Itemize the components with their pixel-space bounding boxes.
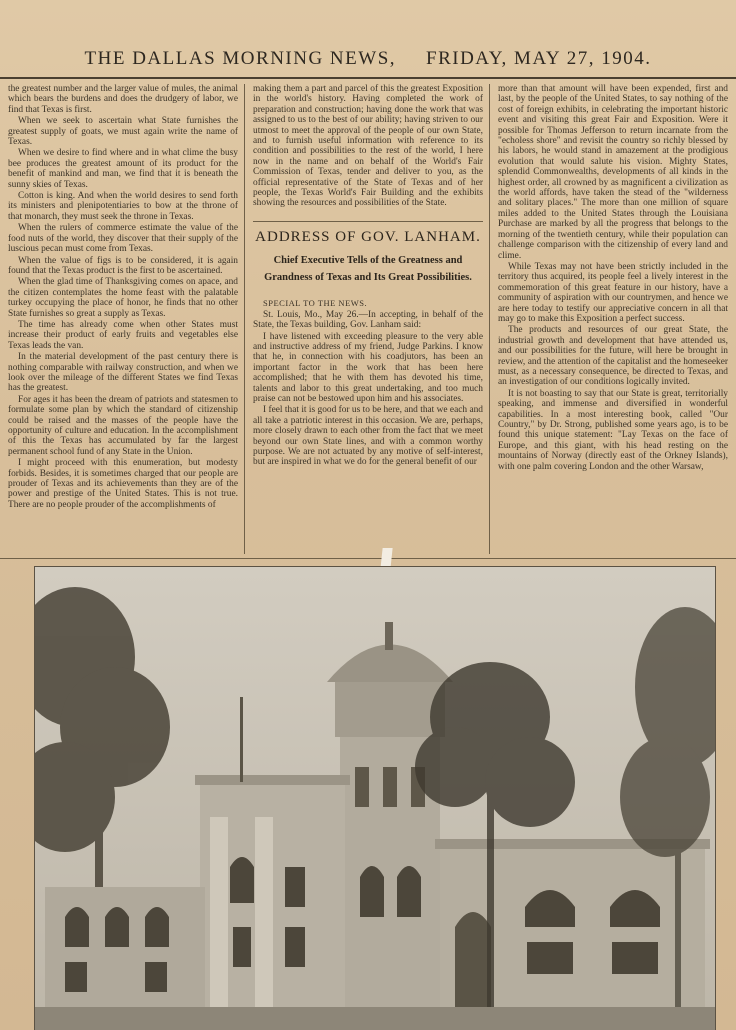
col1-paragraph: When we seek to ascertain what State furnishes the greatest supply of goats, we must again write the name of Texas. <box>8 116 238 148</box>
col1-paragraph: Cotton is king. And when the world desires to send forth its ministers and plenipotentiaries to bow at the throne of that monarch, they must seek the throne in Texas. <box>8 191 238 222</box>
col1-paragraph: When we desire to find where and in what clime the busy bee produces the greatest amount of its product for the benefit of mankind and man, we find that it is beneath the sunny skies of Texas. <box>8 148 238 190</box>
col1-paragraph: When the rulers of commerce estimate the value of the food nuts of the world, they discover that their supply of the luscious pecan must come from Texas. <box>8 223 238 255</box>
masthead-rule <box>0 77 736 79</box>
col3-paragraph: It is not boasting to say that our State is great, territorially speaking, and immense and diversified in wonderful capabilities. In a most interesting book, called "Our Country," by Dr. Strong, published some years ago, is to be found this unique statement: "Lay Texas on the face of Europe, and this giant, with his head resting on the mountains of Norway (directly east of the Orkney Islands), with one palm covering London and the other Warsaw, <box>498 388 728 472</box>
article-subhead: Chief Executive Tells of the Greatness and Grandness of Texas and Its Great Possibilities. <box>264 255 472 284</box>
col1-paragraph: The time has already come when other States must increase their product of early fruits and vegetables else Texas leads the van. <box>8 319 238 351</box>
col2-paragraph: I feel that it is good for us to be here, and that we each and all take a patriotic interest in this occasion. We are, perhaps, more closely drawn to each other from the fact that we meet beyond our own State lines, and with a common worthy purpose. We are not actuated by any motive of self-interest, but are inspired in what we do for the general benefit of our <box>253 405 483 468</box>
photo-ground <box>35 1007 715 1030</box>
masthead-date: FRIDAY, MAY 27, 1904. <box>426 48 652 69</box>
col2-paragraph: I have listened with exceeding pleasure to the very able and instructive address of my friend, Judge Parkins. I know that he, in connection with his coadjutors, has been an important factor in the work that has been here accomplished; that he with them has devoted his time, talents and labor to this great undertaking, and too much praise can not be bestowed upon him and his associates. <box>253 331 483 404</box>
col2-intro: making them a part and parcel of this the greatest Exposition in the world's history. Having completed the work of preparation and construction; having done the work that was assigned to us to the best of our ability; having striven to our utmost to meet the approval of the people of our own State, and to furnish useful information with reference to its condition and possibilities to the rest of the world, I here now in the name and on behalf of the World's Fair Commission of Texas, tender and deliver to you, as the official representative of the State of Texas and of her people, the Texas World's Fair Building and the exhibits showing the resources and possibilities of the State. <box>253 84 483 209</box>
flagpole <box>240 697 243 782</box>
col3-paragraph: While Texas may not have been strictly included in the territory thus acquired, its people feel a lively interest in the commemoration of this great feature in our history, have a community of aspiration with our countrymen, and hence we are here today to testify our appreciative concern in all that may go to make this Exposition a perfect success. <box>498 261 728 324</box>
masthead <box>0 44 736 74</box>
col3-paragraph: The products and resources of our great State, the industrial growth and development that have attended us, and our possibilities for the future, will here be brought in review, and the attention of the capitalist and the homeseeker must, as a necessary consequence, be directed to Texas, and an investigation of our conditions logically invited. <box>498 325 728 388</box>
col3-paragraph: more than that amount will have been expended, first and last, by the people of the United States, to say nothing of the cost of foreign exhibits, in celebrating the important historic event and visiting this great Fair and Exposition. Were it possible for Thomas Jefferson to return incarnate from the "echoless shore" and revisit the country so richly blessed by his labors, he would stand in amazement at the prodigious evolution that would salute his vision. Mighty States, splendid Commonwealths, developments of all kinds in the highest order, all crowned by as magnificent a civilization as the world affords, have taken the stead of the "wilderness and solitary places." The more than one million of square miles added to the United States through the Louisiana Purchase are marked by all the progress that belongs to the morning of the twentieth century, while their population can challenge comparison with the citizenship of every land and clime. <box>498 84 728 261</box>
column-2 <box>253 84 490 554</box>
col1-paragraph: When the value of figs is to be considered, it is again found that the Texas product is the first to be ascertained. <box>8 255 238 276</box>
column-3 <box>498 84 728 554</box>
masthead-title: THE DALLAS MORNING NEWS, <box>84 48 397 69</box>
building-illustration <box>35 567 715 1030</box>
column-1 <box>8 84 245 554</box>
col1-paragraph: For ages it has been the dream of patriots and statesmen to formulate some plan by which the standard of citizenship could be raised and the masses of the people have the opportunity of culture and education. In the accomplishment of this the Texas has accumulated by far the largest permanent school fund of any State in the Union. <box>8 394 238 457</box>
building-photograph <box>34 566 716 1030</box>
article-columns <box>8 84 728 554</box>
col1-paragraph: I might proceed with this enumeration, but modesty forbids. Besides, it is sometimes charged that our people are prouder of Texas and its achievements than they are of the power and prestige of the United States. This is not true. There are no people prouder of the accomplishments of <box>8 458 238 510</box>
col1-paragraph: When the glad time of Thanksgiving comes on apace, and the citizen contemplates the home feast with the palatable turkey occupying the place of honor, he finds that no other State furnishes so great a supply as Texas. <box>8 277 238 319</box>
special-dispatch-label: SPECIAL TO THE NEWS. <box>263 298 368 309</box>
far-left-wing <box>45 887 205 1027</box>
col1-paragraph: the greatest number and the larger value of mules, the animal which bears the burdens and does the drudgery of labor, we find that Texas is first. <box>8 84 238 115</box>
article-headline: ADDRESS OF GOV. LANHAM. <box>253 221 483 242</box>
left-wing <box>195 775 350 1027</box>
col1-paragraph: In the material development of the past century there is nothing comparable with railway construction, and when we look over the mileage of the different States we find Texas has the greatest. <box>8 352 238 394</box>
right-wing <box>435 839 710 1027</box>
article-dateline: St. Louis, Mo., May 26.—In accepting, in behalf of the State, the Texas building, Gov. Lanham said: <box>253 309 483 331</box>
section-rule <box>0 558 736 559</box>
